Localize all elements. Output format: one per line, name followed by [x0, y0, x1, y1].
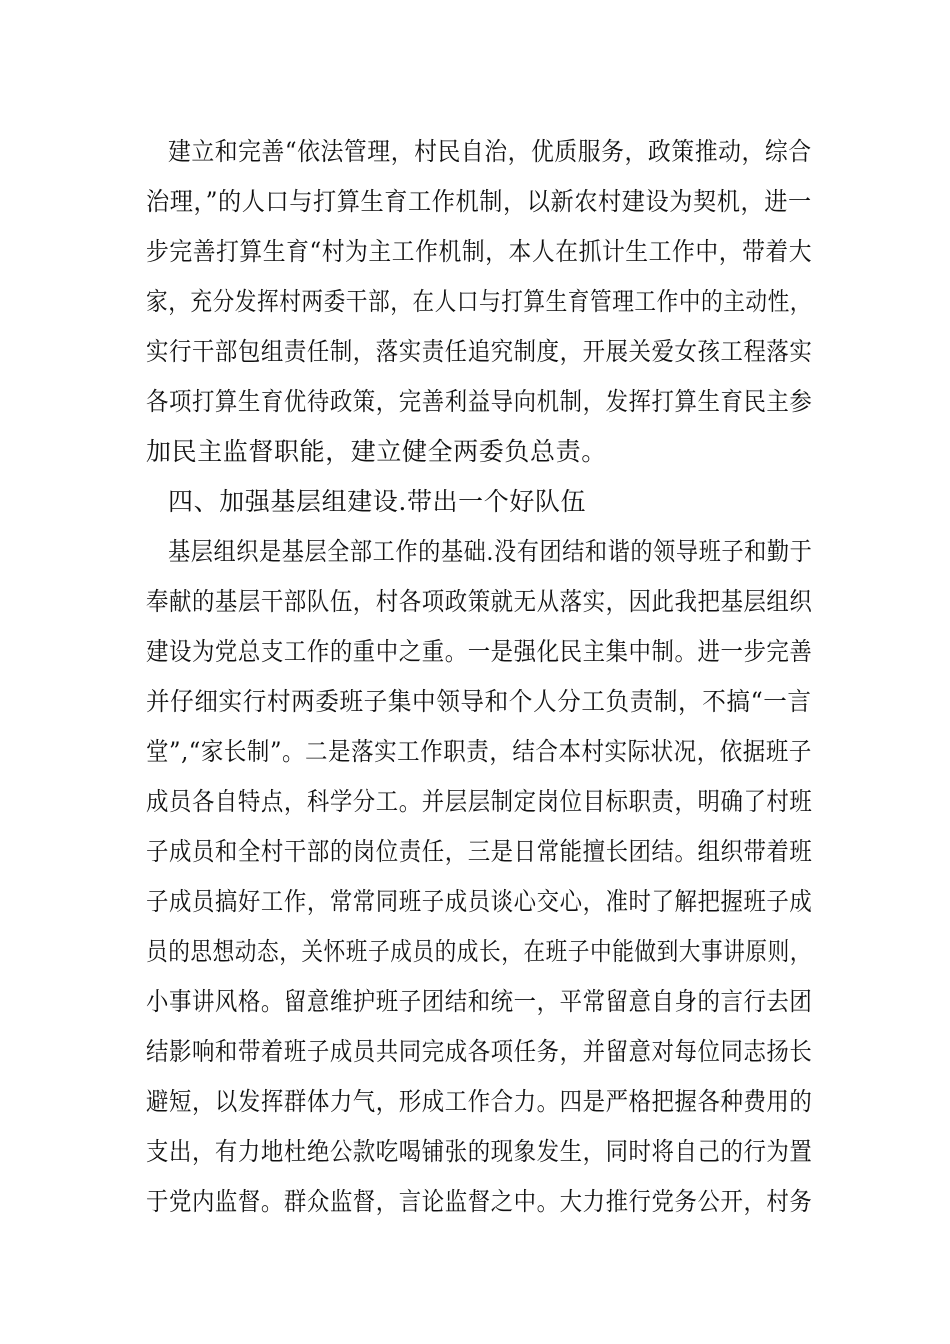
paragraph-line: 子成员搞好工作，常常同班子成员谈心交心，准时了解把握班子成	[146, 887, 813, 916]
paragraph-line: 实行干部包组责任制，落实责任追究制度，开展关爱女孩工程落实	[146, 337, 813, 366]
paragraph-line: 治理，”的人口与打算生育工作机制，以新农村建设为契机，进一	[146, 187, 812, 216]
paragraph-line: 建设为党总支工作的重中之重。一是强化民主集中制。进一步完善	[146, 637, 813, 666]
paragraph-line: 成员各自特点，科学分工。并层层制定岗位目标职责，明确了村班	[146, 787, 813, 816]
paragraph-line: 于党内监督。群众监督，言论监督之中。大力推行党务公开，村务	[146, 1187, 813, 1216]
paragraph-line: 各项打算生育优待政策，完善利益导向机制，发挥打算生育民主参	[146, 387, 813, 416]
paragraph-line: 堂”,“家长制”。二是落实工作职责，结合本村实际状况，依据班子	[146, 737, 812, 766]
paragraph-line: 支出，有力地杜绝公款吃喝铺张的现象发生，同时将自己的行为置	[146, 1137, 813, 1166]
paragraph-line: 避短，以发挥群体力气，形成工作合力。四是严格把握各种费用的	[146, 1087, 813, 1116]
paragraph-line: 奉献的基层干部队伍，村各项政策就无从落实，因此我把基层组织	[146, 587, 813, 616]
paragraph-line: 加民主监督职能，建立健全两委负总责。	[146, 437, 607, 466]
paragraph-line: 小事讲风格。留意维护班子团结和统一，平常留意自身的言行去团	[146, 987, 813, 1016]
section-heading: 四、加强基层组建设.带出一个好队伍	[168, 487, 587, 516]
paragraph-line: 结影响和带着班子成员共同完成各项任务，并留意对每位同志扬长	[146, 1037, 813, 1066]
paragraph-line: 子成员和全村干部的岗位责任，三是日常能擅长团结。组织带着班	[146, 837, 813, 866]
paragraph-line: 步完善打算生育“村为主工作机制，本人在抓计生工作中，带着大	[146, 237, 813, 266]
paragraph-line: 员的思想动态，关怀班子成员的成长，在班子中能做到大事讲原则，	[146, 937, 813, 966]
paragraph-line: 建立和完善“依法管理，村民自治，优质服务，政策推动，综合	[168, 137, 812, 166]
paragraph-line: 并仔细实行村两委班子集中领导和个人分工负责制，不搞“一言	[146, 687, 812, 716]
paragraph-line: 家，充分发挥村两委干部，在人口与打算生育管理工作中的主动性，	[146, 287, 813, 316]
paragraph-line: 基层组织是基层全部工作的基础.没有团结和谐的领导班子和勤于	[168, 537, 813, 566]
